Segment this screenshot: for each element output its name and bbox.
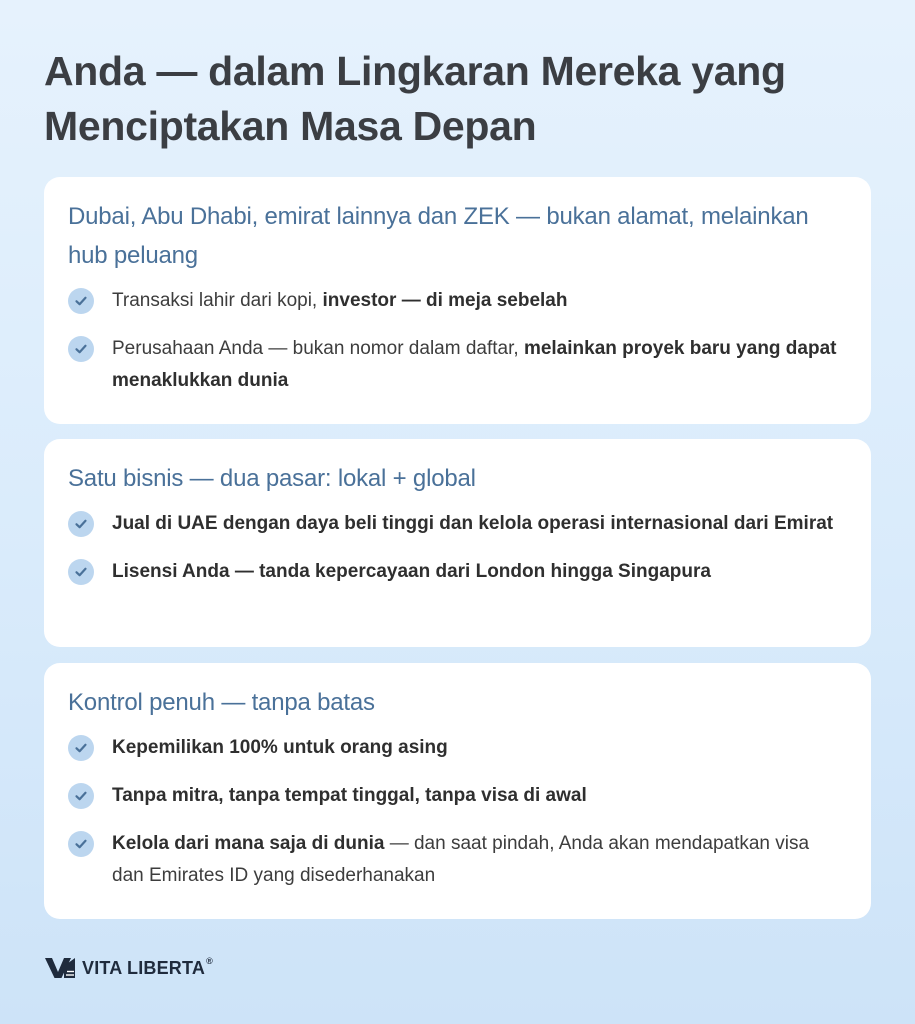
list-item	[68, 333, 845, 397]
card-title: Kontrol penuh — tanpa batas	[68, 689, 375, 716]
item-text	[112, 508, 833, 540]
card-two-markets	[44, 439, 871, 647]
vita-liberta-logo-icon	[44, 956, 76, 980]
check-circle-icon	[68, 831, 94, 857]
item-text	[112, 556, 711, 588]
check-circle-icon	[68, 336, 94, 362]
brand-name: VITA LIBERTA	[82, 958, 206, 978]
item-text	[112, 285, 567, 317]
item-text-bold: Kelola dari mana saja di dunia	[112, 833, 385, 854]
item-text-bold: melainkan proyek baru yang dapat menaklukkan dunia	[112, 338, 837, 391]
registered-mark: ®	[206, 956, 213, 966]
item-text	[112, 828, 845, 892]
list-item	[68, 508, 845, 540]
benefit-list	[68, 732, 845, 892]
check-circle-icon	[68, 783, 94, 809]
item-text	[112, 732, 448, 764]
item-text-bold: Jual di UAE dengan daya beli tinggi dan kelola operasi internasional dari Emirat	[112, 513, 834, 534]
item-text-bold: investor — di meja sebelah	[322, 290, 568, 311]
list-item	[68, 556, 845, 588]
check-circle-icon	[68, 735, 94, 761]
list-item	[68, 732, 845, 764]
list-item	[68, 285, 845, 317]
item-text	[112, 333, 845, 397]
item-text-regular: — dan saat pindah, Anda akan mendapatkan visa dan Emirates ID yang disederhanakan	[112, 833, 810, 886]
check-circle-icon	[68, 288, 94, 314]
list-item	[68, 828, 845, 892]
item-text-bold: Tanpa mitra, tanpa tempat tinggal, tanpa visa di awal	[112, 785, 587, 806]
benefit-list	[68, 285, 845, 397]
item-text-bold: Lisensi Anda — tanda kepercayaan dari London hingga Singapura	[112, 561, 711, 582]
check-circle-icon	[68, 559, 94, 585]
page-title: Anda — dalam Lingkaran Mereka yang Menciptakan Masa Depan	[44, 48, 786, 149]
card-title: Dubai, Abu Dhabi, emirat lainnya dan ZEK — bukan alamat, melainkan hub peluang	[68, 203, 809, 269]
card-opportunity-hub	[44, 177, 871, 424]
benefit-list	[68, 508, 845, 588]
item-text-regular: Transaksi lahir dari kopi,	[112, 290, 318, 311]
item-text-regular: Perusahaan Anda — bukan nomor dalam daftar,	[112, 338, 519, 359]
check-circle-icon	[68, 511, 94, 537]
item-text-bold: Kepemilikan 100% untuk orang asing	[112, 737, 448, 758]
card-title: Satu bisnis — dua pasar: lokal + global	[68, 465, 476, 492]
brand-logo	[44, 955, 213, 981]
item-text	[112, 780, 587, 812]
card-full-control	[44, 663, 871, 919]
list-item	[68, 780, 845, 812]
